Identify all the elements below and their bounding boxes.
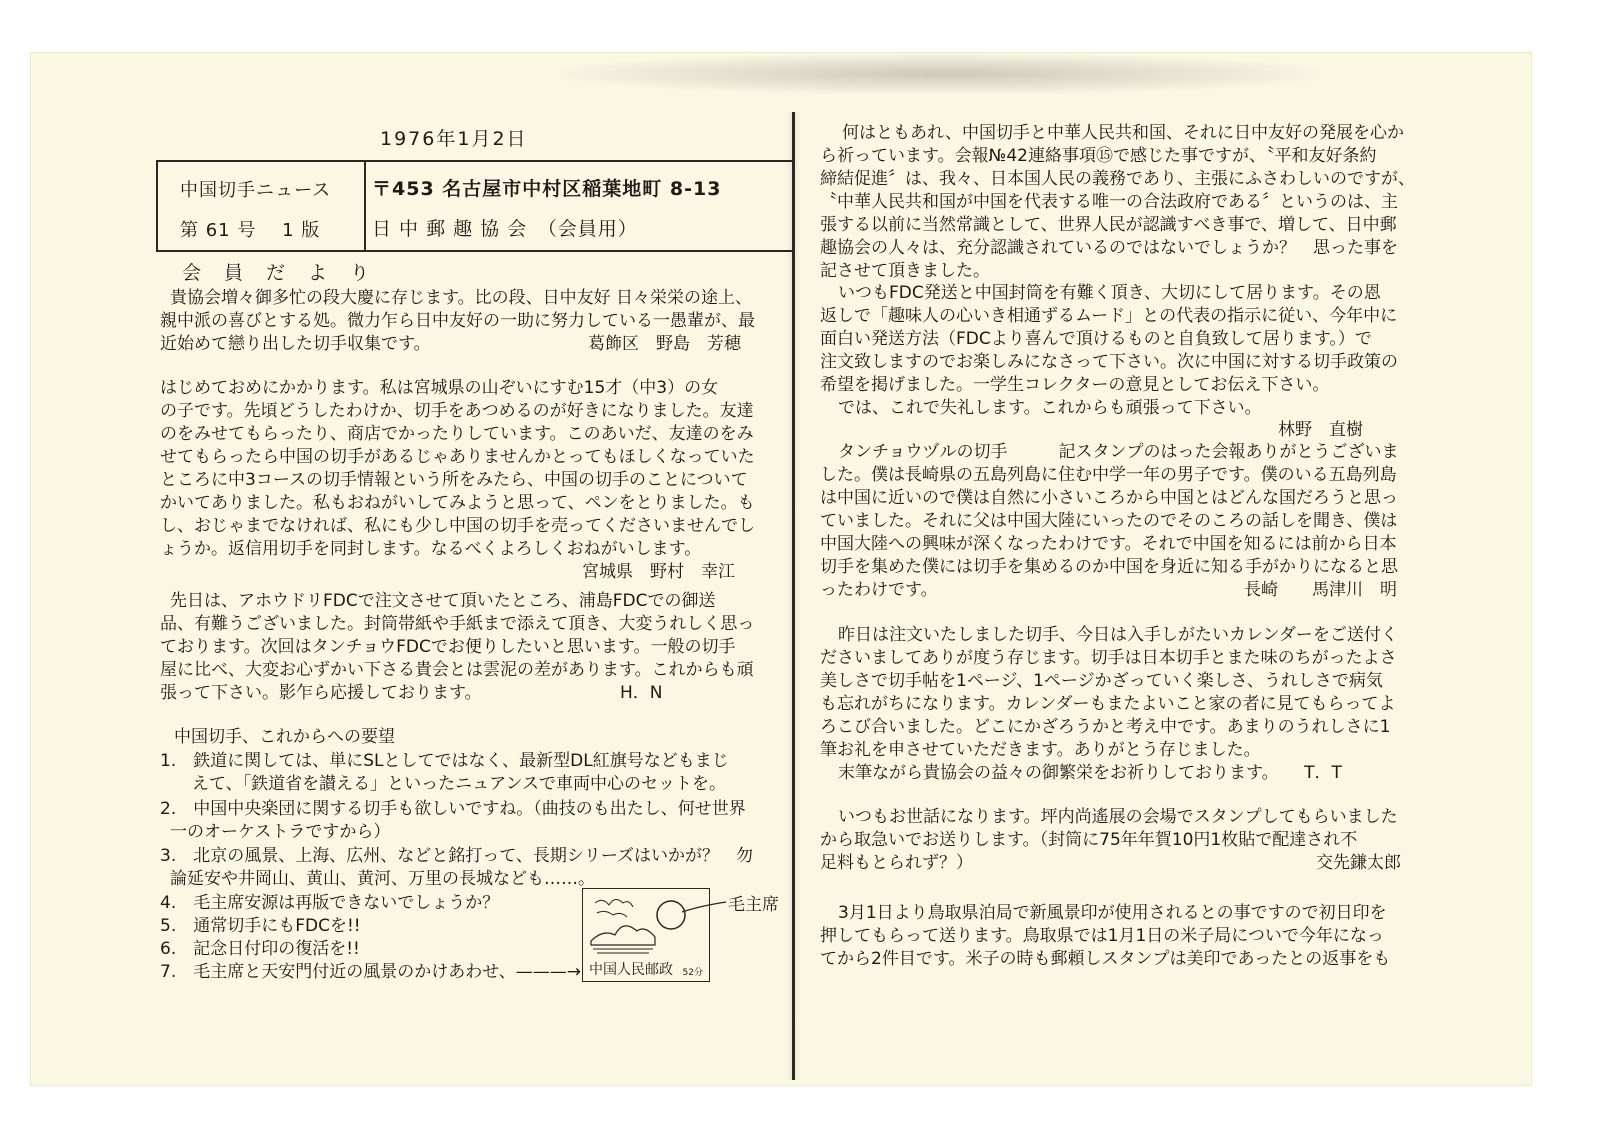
right-line: した。僕は長崎県の五島列島に住む中学一年の男子です。僕のいる五島列島 <box>820 465 1397 485</box>
left-line: 親中派の喜びとする処。微力乍ら日中友好の一助に努力している一愚輩が、最 <box>160 311 755 331</box>
right-line: 注文致しますのでお楽しみになさって下さい。次に中国に対する切手政策の <box>820 352 1398 372</box>
right-line: 趣協会の人々は、充分認識されているのではないでしょうか？ 思った事を <box>820 238 1398 258</box>
right-line: 記させて頂きました。 <box>820 261 990 281</box>
right-line: 面白い発送方法（FDCより喜んで頂けるものと自負致して居ります。）で <box>820 329 1372 349</box>
stamp-inscription: 中国人民邮政 <box>589 962 673 978</box>
right-line: も忘れがちになります。カレンダーもまたよいこと家の者に見てもらってよ <box>820 694 1396 714</box>
left-line: せてもらったら中国の切手があるじゃありませんかとってもほしくなっていた <box>160 447 755 467</box>
right-line: ら祈っています。会報№42連絡事項⑮で感じた事ですが、〝平和友好条約 <box>820 146 1377 166</box>
left-line: し、おじゃまでなければ、私にも少し中国の切手を売ってくださいませんでし <box>160 516 755 536</box>
masthead-box <box>156 160 794 252</box>
right-line: ださいましてありが度う存じます。切手は日本切手とまた味のちがったよさ <box>820 648 1397 668</box>
request-item: 4. 毛主席安源は再版できないでしょうか？ <box>160 893 500 913</box>
left-line: はじめておめにかかります。私は宮城県の山ぞいにすむ15才（中3）の女 <box>160 378 719 398</box>
left-line: 貴協会増々御多忙の段大慶に存じます。比の段、日中友好 日々栄栄の途上、 <box>170 288 753 308</box>
request-item: 2. 中国中央楽団に関する切手も欲しいですね。（曲技のも出たし、何せ世界 <box>160 799 746 819</box>
left-line: のをみせてもらったり、商店でかったりしています。このあいだ、友達のをみ <box>160 424 754 444</box>
right-line: は中国に近いので僕は自然に小さいころから中国とはどんな国だろうと思っ <box>820 488 1398 508</box>
left-line: 屋に比べ、大変お心ずかい下さる貴会とは雲泥の差があります。これからも頑 <box>160 660 754 680</box>
right-line: では、これで失礼します。これからも頑張って下さい。 <box>838 398 1262 418</box>
left-signature: 宮城県 野村 幸江 <box>582 562 735 582</box>
right-line: 張する以前に当然常識として、世界人民が認識すべき事で、増して、日中郵 <box>820 215 1397 235</box>
newsletter-title: 中国切手ニュース <box>180 180 332 201</box>
request-item: 5. 通常切手にもFDCを!! <box>160 916 361 936</box>
right-signature: 林野 直樹 <box>1278 420 1363 440</box>
right-line: いつもFDC発送と中国封筒を有難く頂き、大切にして居ります。その恩 <box>838 283 1381 303</box>
stamp-value: 52分 <box>682 968 703 978</box>
left-line: ところに中3コースの切手情報という所をみたら、中国の切手のことについて <box>160 470 748 490</box>
right-line: 美しさで切手帖を1ページ、1ページかざっていく楽しさ、うれしさで病気 <box>820 671 1383 691</box>
right-line: 締結促進〞は、我々、日本国人民の義務であり、主張にふさわしいのですが、 <box>820 169 1415 189</box>
right-line: 返しで「趣味人の心いき相通ずるムード」との代表の指示に従い、今年中に <box>820 306 1398 326</box>
request-item: 7. 毛主席と天安門付近の風景のかけあわせ、———→ <box>160 962 581 982</box>
right-line: 筆お礼を申させていただきます。ありがとう存じました。 <box>820 740 1261 760</box>
right-line: 何はともあれ、中国切手と中華人民共和国、それに日中友好の発展を心か <box>842 123 1405 143</box>
request-item: 1. 鉄道に関しては、単にSLとしてではなく、最新型DL紅旗号などもまじ <box>160 751 729 771</box>
issue-number: 第 61 号 1 版 <box>180 220 321 241</box>
left-signature: H．N <box>620 683 663 703</box>
right-line: 中国大陸への興味が深くなったわけです。それで中国を知るには前から日本 <box>820 534 1397 554</box>
left-line: の子です。先頃どうしたわけか、切手をあつめるのが好きになりました。友達 <box>160 401 754 421</box>
right-line: ろこび合いました。どこにかざろうかと考え中です。あまりのうれしさに1 <box>820 717 1391 737</box>
right-line: 〝中華人民共和国が中国を代表する唯一の合法政府である〞というのは、主 <box>820 192 1398 212</box>
left-line: ょうか。返信用切手を同封します。なるべくよろしくおねがいします。 <box>160 539 702 559</box>
requests-heading: 中国切手、これからへの要望 <box>174 727 395 747</box>
right-line: 末筆ながら貴協会の益々の御繁栄をお祈りしております。 T．T <box>838 763 1342 783</box>
right-line: 押してもらって送ります。鳥取県では1月1日の米子局についで今年になっ <box>820 926 1384 946</box>
right-line: ったわけです。 <box>820 580 938 600</box>
right-line: から取急いでお送りします。（封筒に75年年賀10円1枚貼で配達され不 <box>820 830 1358 850</box>
masthead-divider <box>364 162 366 250</box>
stamp-label: 毛主席 <box>728 895 779 915</box>
right-line: 昨日は注文いたしました切手、今日は入手しがたいカレンダーをご送付く <box>838 625 1398 645</box>
left-signature: 葛飾区 野島 芳穂 <box>588 334 741 354</box>
center-fold-line <box>792 112 795 1080</box>
right-line: ていました。それに父は中国大陸にいったのでそのころの話しを聞き、僕は <box>820 511 1398 531</box>
right-line: 足料もとられず？） <box>820 853 973 873</box>
left-line: 張って下さい。影乍ら応援しております。 <box>160 683 482 703</box>
right-line: 切手を集めた僕には切手を集めるのか中国を身近に知る手がかりになると思 <box>820 557 1398 577</box>
left-line: 品、有難うございました。封筒帯紙や手紙まで添えて頂き、大変うれしく思っ <box>160 614 755 634</box>
request-item: 3. 北京の風景、上海、広州、などと銘打って、長期シリーズはいかが？ 勿 <box>160 846 754 866</box>
organization-name: 日 中 郵 趣 協 会 （会員用） <box>372 218 638 240</box>
stamp-label-pointer <box>680 896 730 916</box>
right-signature: 長崎 馬津川 明 <box>1244 580 1397 600</box>
right-line: タンチョウヅルの切手 記スタンプのはった会報ありがとうございま <box>838 442 1399 462</box>
left-line: 先日は、アホウドリFDCで注文させて頂いたところ、浦島FDCでの御送 <box>170 591 716 611</box>
right-line: 3月1日より鳥取県泊局で新風景印が使用されるとの事ですので初日印を <box>838 903 1387 923</box>
left-line: 近始めて戀り出した切手収集です。 <box>160 334 431 354</box>
right-line: いつもお世話になります。坪内尚遙展の会場でスタンプしてもらいました <box>838 807 1398 827</box>
postal-address: 〒453 名古屋市中村区稲葉地町 8-13 <box>372 178 722 200</box>
section-title: 会 員 だ よ り <box>182 262 372 284</box>
request-item: 論延安や井岡山、黄山、黄河、万里の長城なども……。 <box>170 869 595 889</box>
right-signature: 交先鎌太郎 <box>1316 853 1401 873</box>
ink-smudge <box>560 54 1320 94</box>
right-line: てから2件目です。米子の時も郵頼しスタンプは美印であったとの返事をも <box>820 949 1391 969</box>
left-line: かいてありました。私もおねがいしてみようと思って、ペンをとりました。も <box>160 493 755 513</box>
issue-date: 1976年1月2日 <box>380 128 528 150</box>
request-item: えて、「鉄道省を讃える」といったニュアンスで車両中心のセットを。 <box>192 774 726 794</box>
right-line: 希望を掲げました。一学生コレクターの意見としてお伝え下さい。 <box>820 375 1330 395</box>
left-line: ております。次回はタンチョウFDCでお便りしたいと思います。一般の切手 <box>160 637 736 657</box>
request-item: 一のオーケストラですから） <box>170 822 391 842</box>
request-item: 6. 記念日付印の復活を!! <box>160 939 360 959</box>
